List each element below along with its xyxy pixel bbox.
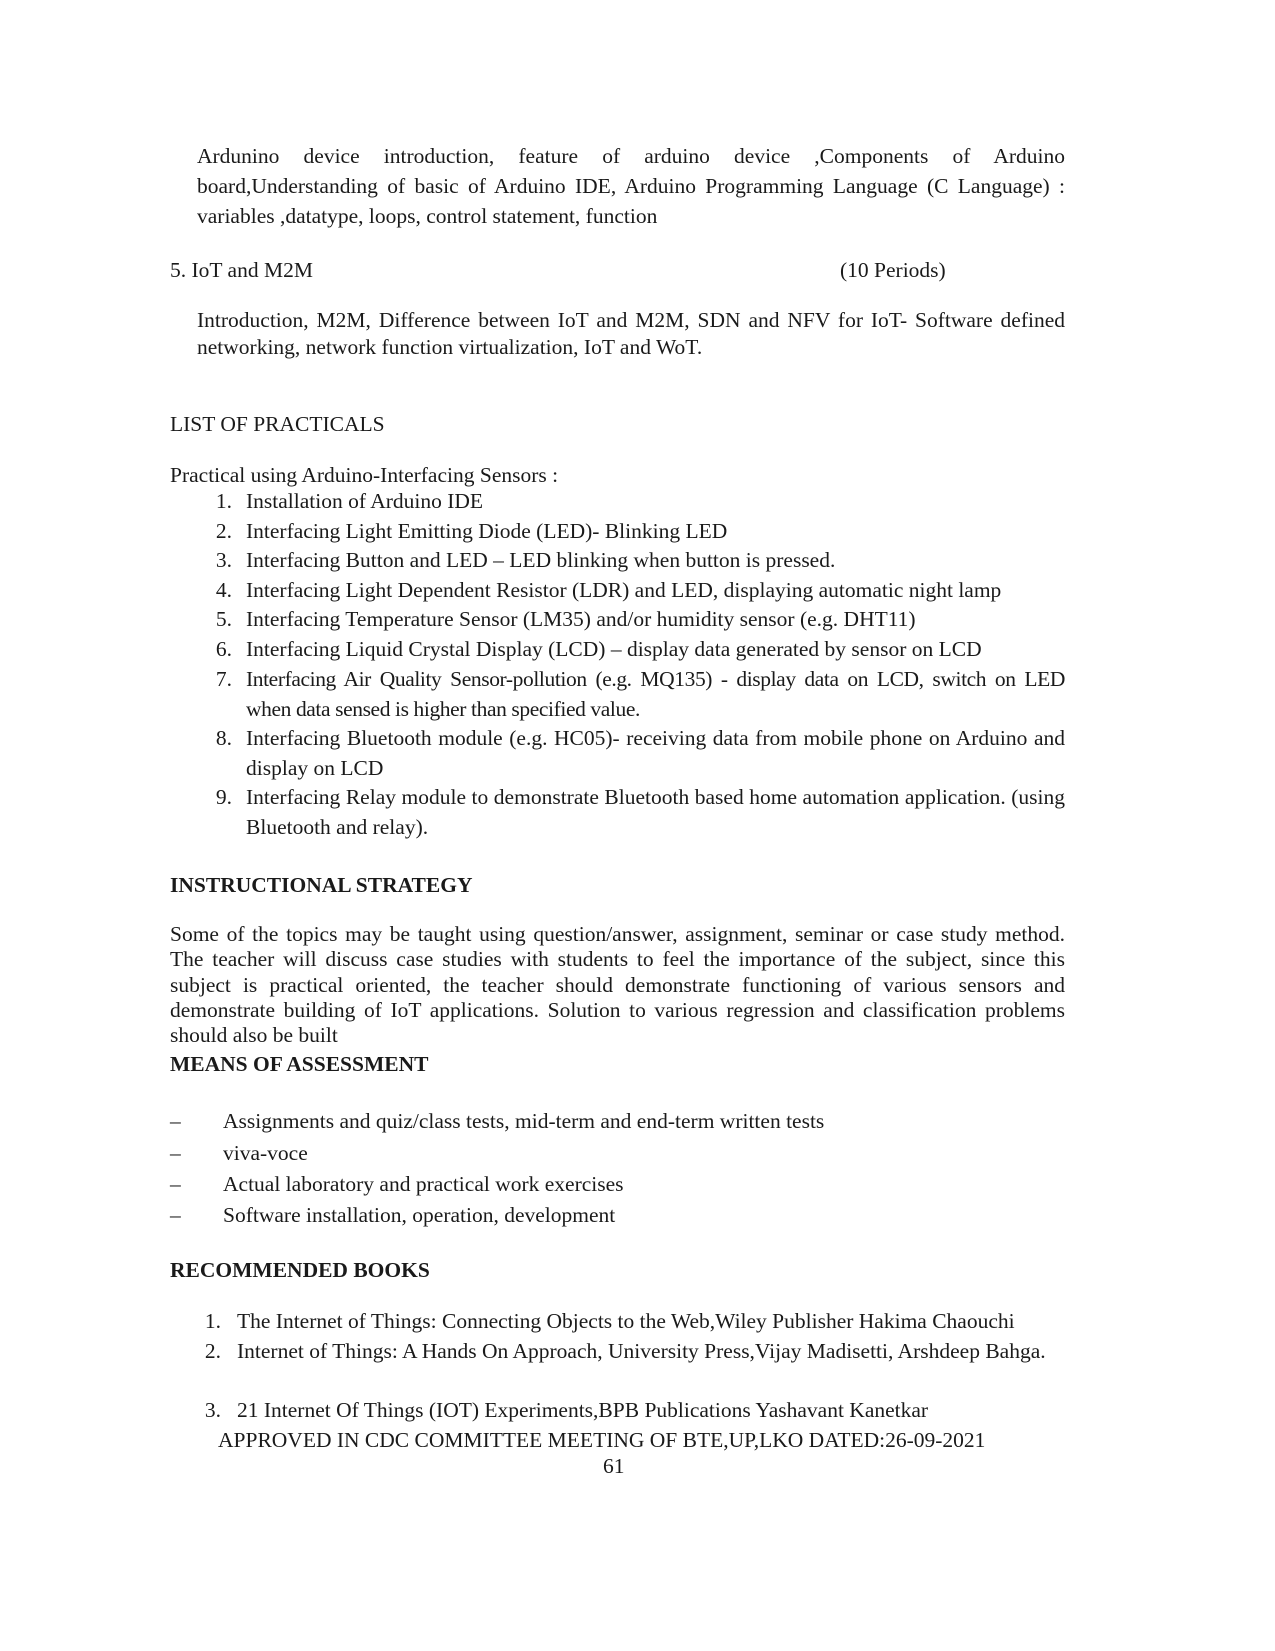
assessment-item: Software installation, operation, development (223, 1203, 616, 1227)
unit5-periods: (10 Periods) (840, 258, 946, 282)
book-text: 21 Internet Of Things (IOT) Experiments,BPB Publications Yashavant Kanetkar (237, 1398, 929, 1422)
practical-number: 5. (215, 607, 232, 631)
practical-number: 9. (215, 785, 232, 809)
practicals-heading: LIST OF PRACTICALS (170, 412, 385, 436)
practical-number: 8. (215, 726, 232, 750)
practicals-intro: Practical using Arduino-Interfacing Sensors : (170, 463, 559, 487)
strategy-heading: INSTRUCTIONAL STRATEGY (170, 873, 473, 897)
book-text: The Internet of Things: Connecting Objects to the Web,Wiley Publisher Hakima Chaouchi (237, 1309, 1015, 1333)
book-text: Internet of Things: A Hands On Approach, University Press,Vijay Madisetti, Arshdeep Bahga. (237, 1339, 1046, 1363)
practical-number: 6. (215, 637, 232, 661)
book-number: 1. (204, 1309, 221, 1333)
unit5-description: Introduction, M2M, Difference between IoT and M2M, SDN and NFV for IoT- Software defined networking, network function virtualization, IoT and WoT. (197, 308, 1065, 359)
bullet-dash: – (170, 1109, 181, 1133)
practical-number: 3. (215, 548, 232, 572)
bullet-dash: – (170, 1172, 181, 1196)
bullet-dash: – (170, 1203, 181, 1227)
bullet-dash: – (170, 1141, 181, 1165)
practical-number: 4. (215, 578, 232, 602)
unit5-title: 5. IoT and M2M (170, 258, 313, 282)
practical-number: 2. (215, 519, 232, 543)
assessment-item: viva-voce (223, 1141, 308, 1165)
unit4-description: Ardunino device introduction, feature of arduino device ,Components of Arduino board,Understanding of basic of Arduino IDE, Arduino Programming Language (C Language) : variables ,datatype, loops, control statement, function (197, 144, 1065, 228)
practical-text: Interfacing Light Dependent Resistor (LDR) and LED, displaying automatic night lamp (246, 578, 1002, 602)
books-heading: RECOMMENDED BOOKS (170, 1258, 430, 1282)
practical-text: Installation of Arduino IDE (246, 489, 484, 513)
practical-text: Interfacing Temperature Sensor (LM35) and/or humidity sensor (e.g. DHT11) (246, 607, 916, 631)
assessment-item: Assignments and quiz/class tests, mid-term and end-term written tests (223, 1109, 825, 1133)
approval-footer: APPROVED IN CDC COMMITTEE MEETING OF BTE,UP,LKO DATED:26-09-2021 (218, 1428, 986, 1452)
book-number: 3. (204, 1398, 221, 1422)
practical-text: Interfacing Relay module to demonstrate Bluetooth based home automation application. (using Bluetooth and relay). (246, 785, 1065, 839)
practical-text: Interfacing Air Quality Sensor-pollution (e.g. MQ135) - display data on LCD, switch on LED when data sensed is higher than specified value. (246, 667, 1065, 721)
strategy-text: Some of the topics may be taught using question/answer, assignment, seminar or case study method. The teacher will discuss case studies with students to feel the importance of the subject, since this subject is practical oriented, the teacher should demonstrate functioning of various sensors and demonstrate building of IoT applications. Solution to various regression and classification problems should also be built (170, 922, 1065, 1048)
practical-text: Interfacing Light Emitting Diode (LED)- Blinking LED (246, 519, 728, 543)
assessment-item: Actual laboratory and practical work exercises (223, 1172, 624, 1196)
practical-text: Interfacing Bluetooth module (e.g. HC05)- receiving data from mobile phone on Arduino and display on LCD (246, 726, 1065, 780)
practical-number: 7. (215, 667, 232, 691)
practical-text: Interfacing Liquid Crystal Display (LCD) – display data generated by sensor on LCD (246, 637, 982, 661)
assessment-heading: MEANS OF ASSESSMENT (170, 1052, 429, 1076)
practical-number: 1. (215, 489, 232, 513)
practical-text: Interfacing Button and LED – LED blinking when button is pressed. (246, 548, 836, 572)
page-number: 61 (603, 1454, 625, 1478)
book-number: 2. (204, 1339, 221, 1363)
